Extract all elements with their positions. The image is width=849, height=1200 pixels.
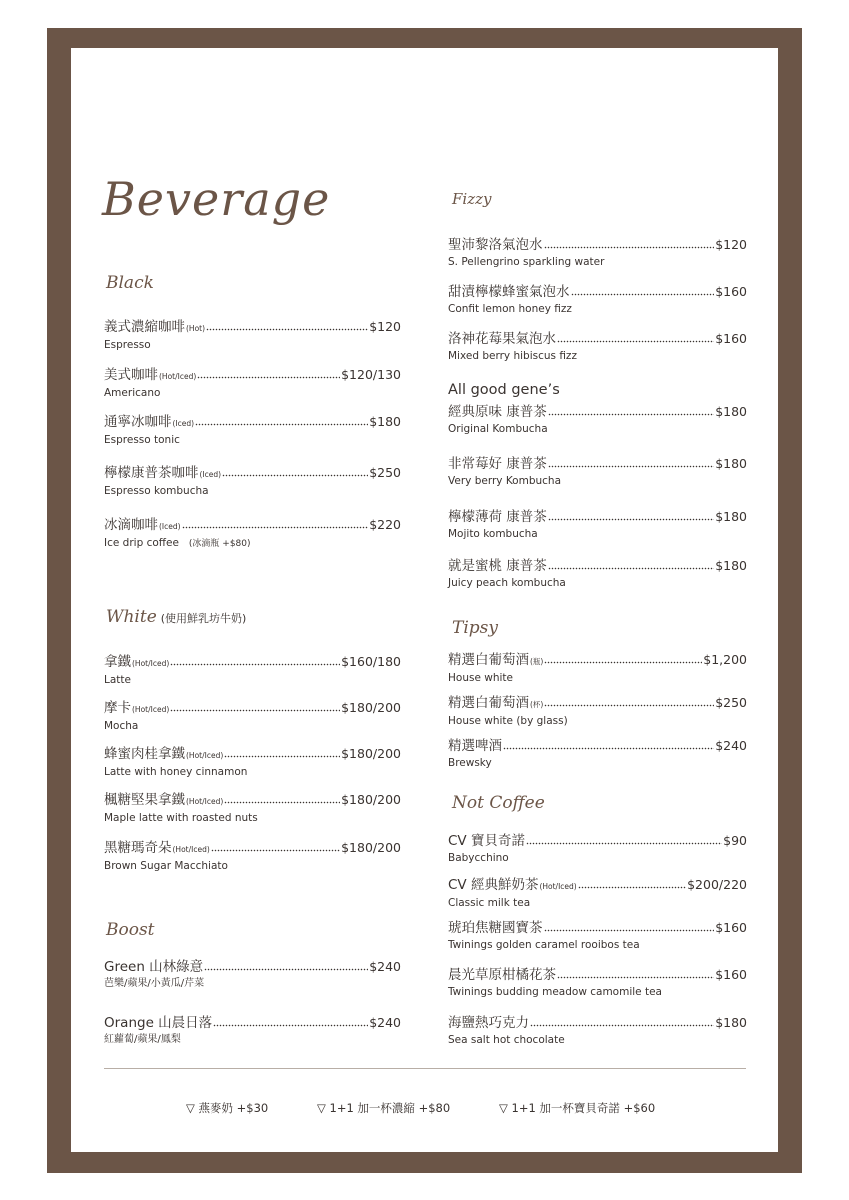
item-price: $160 xyxy=(715,331,747,346)
addon-extra-espresso: ▽ 1+1 加一杯濃縮 +$80 xyxy=(317,1101,451,1115)
item-english: House white xyxy=(448,672,513,684)
dot-leader xyxy=(544,696,714,708)
menu-item xyxy=(448,694,747,728)
item-tag: (Hot) xyxy=(186,324,206,333)
item-english: Americano xyxy=(104,387,161,399)
item-price: $90 xyxy=(723,833,747,848)
item-english: Mixed berry hibiscus fizz xyxy=(448,350,577,362)
item-name: 冰滴咖啡 xyxy=(104,517,158,533)
section-heading-fizzy: Fizzy xyxy=(452,190,492,208)
item-tag: (Hot/Iced) xyxy=(132,705,170,714)
menu-item xyxy=(104,366,401,400)
item-name: 精選白葡萄酒 xyxy=(448,652,529,668)
menu-item xyxy=(104,653,401,687)
menu-item xyxy=(448,508,747,541)
section-heading-black: Black xyxy=(106,273,154,293)
dot-leader xyxy=(170,655,340,667)
dot-leader xyxy=(182,518,369,530)
addon-oat-milk: ▽ 燕麥奶 +$30 xyxy=(186,1101,269,1115)
menu-item xyxy=(104,464,401,498)
item-price: $220 xyxy=(369,517,401,532)
item-tag: (Hot/Iced) xyxy=(172,845,210,854)
dot-leader xyxy=(548,510,714,522)
item-name: 經典原味 康普茶 xyxy=(448,404,547,420)
item-price: $180 xyxy=(715,456,747,471)
item-price: $180/200 xyxy=(341,840,401,855)
menu-item xyxy=(448,919,747,952)
menu-item xyxy=(104,516,401,551)
item-english: Brewsky xyxy=(448,757,492,769)
item-name: 晨光草原柑橘花茶 xyxy=(448,967,556,983)
item-english: House white (by glass) xyxy=(448,715,568,727)
item-tag: (Iced) xyxy=(199,470,222,479)
item-name: 琥珀焦糖國寶茶 xyxy=(448,920,543,936)
dot-leader xyxy=(197,368,340,380)
menu-item xyxy=(104,839,401,873)
section-heading-white-label: White xyxy=(106,607,157,627)
menu-item xyxy=(104,958,401,991)
item-name: 海鹽熱巧克力 xyxy=(448,1015,529,1031)
kombucha-brand-heading: All good gene’s xyxy=(448,382,560,398)
menu-item xyxy=(104,791,401,825)
menu-item xyxy=(448,966,747,999)
dot-leader xyxy=(503,739,714,751)
dot-leader xyxy=(571,285,715,297)
item-english: Brown Sugar Macchiato xyxy=(104,860,228,872)
item-price: $200/220 xyxy=(687,877,747,892)
menu-item xyxy=(448,557,747,590)
menu-item xyxy=(448,876,747,910)
item-price: $160 xyxy=(715,920,747,935)
item-price: $120 xyxy=(369,319,401,334)
item-name: 檸檬康普茶咖啡 xyxy=(104,465,199,481)
item-name: CV 寶貝奇諾 xyxy=(448,833,525,849)
dot-leader xyxy=(530,1016,714,1028)
item-english: Sea salt hot chocolate xyxy=(448,1034,565,1046)
item-name: 通寧冰咖啡 xyxy=(104,414,172,430)
menu-item xyxy=(448,455,747,488)
item-price: $160 xyxy=(715,284,747,299)
item-english: Confit lemon honey fizz xyxy=(448,303,572,315)
item-tag: (Hot/Iced) xyxy=(132,659,170,668)
dot-leader xyxy=(544,238,715,250)
item-english: Ice drip coffee xyxy=(104,537,179,549)
item-name: CV 經典鮮奶茶 xyxy=(448,877,539,893)
item-name: 黑糖瑪奇朵 xyxy=(104,840,172,856)
item-ingredients: 芭樂/蘋果/小黃瓜/芹菜 xyxy=(104,978,205,989)
item-price: $1,200 xyxy=(703,652,747,667)
item-ingredients: 紅蘿蔔/蘋果/鳳梨 xyxy=(104,1034,181,1045)
item-english: Babycchino xyxy=(448,852,509,864)
menu-item xyxy=(448,330,747,363)
item-price: $180 xyxy=(369,414,401,429)
item-price: $180 xyxy=(715,1015,747,1030)
item-english: S. Pellengrino sparkling water xyxy=(448,256,605,268)
item-english: Juicy peach kombucha xyxy=(448,577,566,589)
menu-item xyxy=(448,737,747,770)
item-price: $120/130 xyxy=(341,367,401,382)
menu-item xyxy=(448,403,747,436)
item-tag: (Hot/Iced) xyxy=(186,751,224,760)
section-heading-white xyxy=(106,607,246,627)
dot-leader xyxy=(578,878,686,890)
item-name: 甜漬檸檬蜂蜜氣泡水 xyxy=(448,284,570,300)
item-price: $240 xyxy=(715,738,747,753)
item-tag: (Iced) xyxy=(159,522,181,531)
item-name: 聖沛黎洛氣泡水 xyxy=(448,237,543,253)
section-heading-boost: Boost xyxy=(106,920,155,940)
menu-item xyxy=(448,832,747,865)
item-price: $120 xyxy=(715,237,747,252)
item-tag: (Hot/Iced) xyxy=(186,797,224,806)
item-name: Orange 山晨日落 xyxy=(104,1015,213,1031)
dot-leader xyxy=(544,921,715,933)
item-price: $160 xyxy=(715,967,747,982)
dot-leader xyxy=(206,320,368,332)
item-price: $180 xyxy=(715,558,747,573)
dot-leader xyxy=(548,405,714,417)
dot-leader xyxy=(557,332,714,344)
item-english: Original Kombucha xyxy=(448,423,548,435)
menu-item xyxy=(104,413,401,447)
addon-extra-babycchino: ▽ 1+1 加一杯寶貝奇諾 +$60 xyxy=(499,1101,656,1115)
item-name: 洛神花莓果氣泡水 xyxy=(448,331,556,347)
footer-divider xyxy=(104,1068,746,1069)
menu-item xyxy=(448,651,747,685)
item-english: Espresso xyxy=(104,339,151,351)
item-price: $180 xyxy=(715,509,747,524)
item-price: $180/200 xyxy=(341,746,401,761)
item-name: 義式濃縮咖啡 xyxy=(104,319,185,335)
item-english: Latte with honey cinnamon xyxy=(104,766,248,778)
dot-leader xyxy=(548,559,714,571)
section-heading-tipsy: Tipsy xyxy=(452,618,498,638)
menu-item xyxy=(104,745,401,779)
item-name: 美式咖啡 xyxy=(104,367,158,383)
item-name: 拿鐵 xyxy=(104,654,131,670)
item-price: $160/180 xyxy=(341,654,401,669)
dot-leader xyxy=(526,834,722,846)
item-price: $180 xyxy=(715,404,747,419)
item-price: $240 xyxy=(369,959,401,974)
dot-leader xyxy=(548,457,714,469)
item-english: Mojito kombucha xyxy=(448,528,538,540)
dot-leader xyxy=(211,841,340,853)
section-heading-not-coffee: Not Coffee xyxy=(452,793,545,813)
item-price: $250 xyxy=(369,465,401,480)
item-tag: (杯) xyxy=(530,700,544,709)
item-tag: (Hot/Iced) xyxy=(159,372,197,381)
item-english: Latte xyxy=(104,674,131,686)
item-english: Espresso kombucha xyxy=(104,485,209,497)
item-name: 非常莓好 康普茶 xyxy=(448,456,547,472)
dot-leader xyxy=(213,1016,368,1028)
dot-leader xyxy=(224,793,340,805)
item-english: Twinings budding meadow camomile tea xyxy=(448,986,662,998)
menu-item xyxy=(448,1014,747,1047)
item-tag: (瓶) xyxy=(530,657,544,666)
item-tag: (Iced) xyxy=(172,419,195,428)
item-english: Espresso tonic xyxy=(104,434,180,446)
dot-leader xyxy=(195,415,368,427)
dot-leader xyxy=(204,960,368,972)
dot-leader xyxy=(222,466,368,478)
item-english: Very berry Kombucha xyxy=(448,475,562,487)
menu-item xyxy=(104,1014,401,1047)
item-name: 楓糖堅果拿鐵 xyxy=(104,792,185,808)
dot-leader xyxy=(224,747,340,759)
dot-leader xyxy=(557,968,714,980)
item-name: 精選白葡萄酒 xyxy=(448,695,529,711)
menu-item xyxy=(448,283,747,316)
item-name: 摩卡 xyxy=(104,700,131,716)
item-price: $180/200 xyxy=(341,700,401,715)
menu-item xyxy=(104,318,401,352)
menu-item xyxy=(104,699,401,733)
item-english: Maple latte with roasted nuts xyxy=(104,812,258,824)
item-english: Mocha xyxy=(104,720,139,732)
item-name: Green 山林綠意 xyxy=(104,959,204,975)
item-addon-note: (冰滴瓶 +$80) xyxy=(188,539,251,549)
section-note: (使用鮮乳坊牛奶) xyxy=(160,612,247,625)
item-price: $240 xyxy=(369,1015,401,1030)
item-tag: (Hot/Iced) xyxy=(539,882,577,891)
item-price: $180/200 xyxy=(341,792,401,807)
item-price: $250 xyxy=(715,695,747,710)
item-english: Twinings golden caramel rooibos tea xyxy=(448,939,640,951)
dot-leader xyxy=(544,653,702,665)
item-name: 就是蜜桃 康普茶 xyxy=(448,558,547,574)
menu-item xyxy=(448,236,747,269)
dot-leader xyxy=(170,701,340,713)
item-english: Classic milk tea xyxy=(448,897,531,909)
item-name: 檸檬薄荷 康普茶 xyxy=(448,509,547,525)
item-name: 蜂蜜肉桂拿鐵 xyxy=(104,746,185,762)
item-name: 精選啤酒 xyxy=(448,738,502,754)
menu-title: Beverage xyxy=(102,172,331,226)
